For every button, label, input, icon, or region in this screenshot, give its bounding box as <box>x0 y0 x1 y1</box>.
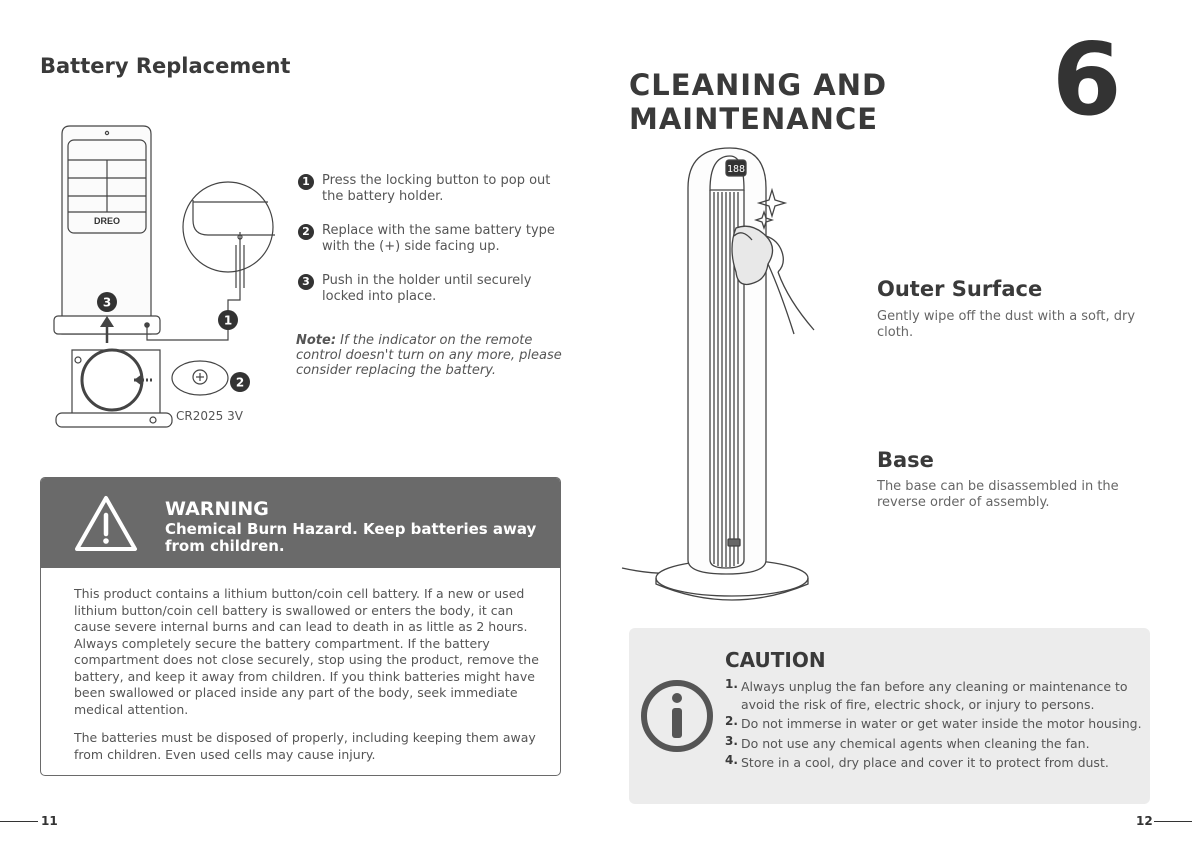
caution-item-text: Do not use any chemical agents when cleaning the fan. <box>741 735 1090 751</box>
step-text: Press the locking button to pop out the battery holder. <box>322 173 551 204</box>
base-text: The base can be disassembled in the reverse order of assembly. <box>877 479 1119 510</box>
callout-1 <box>218 310 238 330</box>
caution-item <box>725 678 1145 713</box>
caution-box <box>629 628 1150 804</box>
cleaning-title-line-1: CLEANING AND <box>629 68 888 102</box>
warning-paragraph-1: This product contains a lithium button/coin cell battery. If a new or used lithium button/coin cell battery is swallowed or enters the body, it can cause severe internal burns and can lead to death in as little as 2 hours. Always completely secure the battery compartment. If the battery compartment does not close securely, stop using the product, remove the battery, and keep it away from children. If you think batteries might have been swallowed or placed inside any part of the body, seek immediate medical attention. <box>74 586 539 717</box>
caution-item-text: Do not immerse in water or get water inside the motor housing. <box>741 716 1142 731</box>
caution-item-number: 4. <box>725 753 738 767</box>
battery-type-label: CR2025 3V <box>176 409 243 423</box>
svg-text:2: 2 <box>235 375 245 390</box>
caution-title: CAUTION <box>725 648 826 672</box>
step-number: 2 <box>298 224 314 240</box>
svg-text:1: 1 <box>223 313 233 328</box>
battery-note <box>296 333 566 378</box>
outer-surface-title: Outer Surface <box>877 277 1043 301</box>
remote-brand-logo: DREO <box>93 216 121 226</box>
warning-paragraph-2: The batteries must be disposed of properly, including keeping them away from children. Even used cells may cause injury. <box>74 730 536 762</box>
step-text: Push in the holder until securely locked into place. <box>322 273 532 304</box>
cleaning-title-line-2: MAINTENANCE <box>629 102 879 136</box>
replacement-steps <box>298 173 568 323</box>
step-number: 1 <box>298 174 314 190</box>
cleaning-title <box>629 68 887 136</box>
note-label: Note: <box>296 333 337 348</box>
step-2 <box>298 223 568 255</box>
remote-battery-illustration <box>50 120 300 440</box>
chapter-number: 6 <box>1052 21 1122 138</box>
caution-item-number: 2. <box>725 714 738 728</box>
step-3 <box>298 273 568 305</box>
caution-item-text: Store in a cool, dry place and cover it to protect from dust. <box>741 755 1109 770</box>
callout-2 <box>230 372 250 392</box>
page-rule-left <box>0 821 38 822</box>
svg-text:3: 3 <box>102 295 112 310</box>
outer-surface-text: Gently wipe off the dust with a soft, dry cloth. <box>877 309 1136 340</box>
step-number: 3 <box>298 274 314 290</box>
tower-fan-illustration <box>618 140 848 610</box>
caution-item-number: 3. <box>725 733 738 748</box>
fan-display-readout: 188 <box>726 164 746 175</box>
step-1 <box>298 173 568 205</box>
page-number-right: 12 <box>1136 814 1153 828</box>
step-text: Replace with the same battery type with the (+) side facing up. <box>322 223 555 254</box>
warning-header <box>41 478 560 568</box>
warning-body <box>74 586 539 775</box>
warning-box <box>40 477 561 776</box>
caution-item <box>725 735 1145 753</box>
page-number-left: 11 <box>41 814 58 828</box>
page-rule-right <box>1154 821 1192 822</box>
caution-list <box>725 678 1145 774</box>
callout-3 <box>97 292 117 312</box>
info-icon <box>639 678 715 754</box>
battery-replacement-title: Battery Replacement <box>40 54 291 78</box>
caution-item <box>725 754 1145 772</box>
warning-subtitle: Chemical Burn Hazard. Keep batteries away from children. <box>165 520 537 555</box>
warning-triangle-icon <box>73 494 139 554</box>
caution-item-text: Always unplug the fan before any cleaning or maintenance to avoid the risk of fire, electric shock, or injury to persons. <box>741 679 1128 712</box>
base-title: Base <box>877 448 934 472</box>
caution-item-number: 1. <box>725 677 738 691</box>
note-text: If the indicator on the remote control doesn't turn on any more, please consider replacing the battery. <box>296 333 562 378</box>
warning-title: WARNING <box>165 498 269 520</box>
caution-item <box>725 715 1145 733</box>
